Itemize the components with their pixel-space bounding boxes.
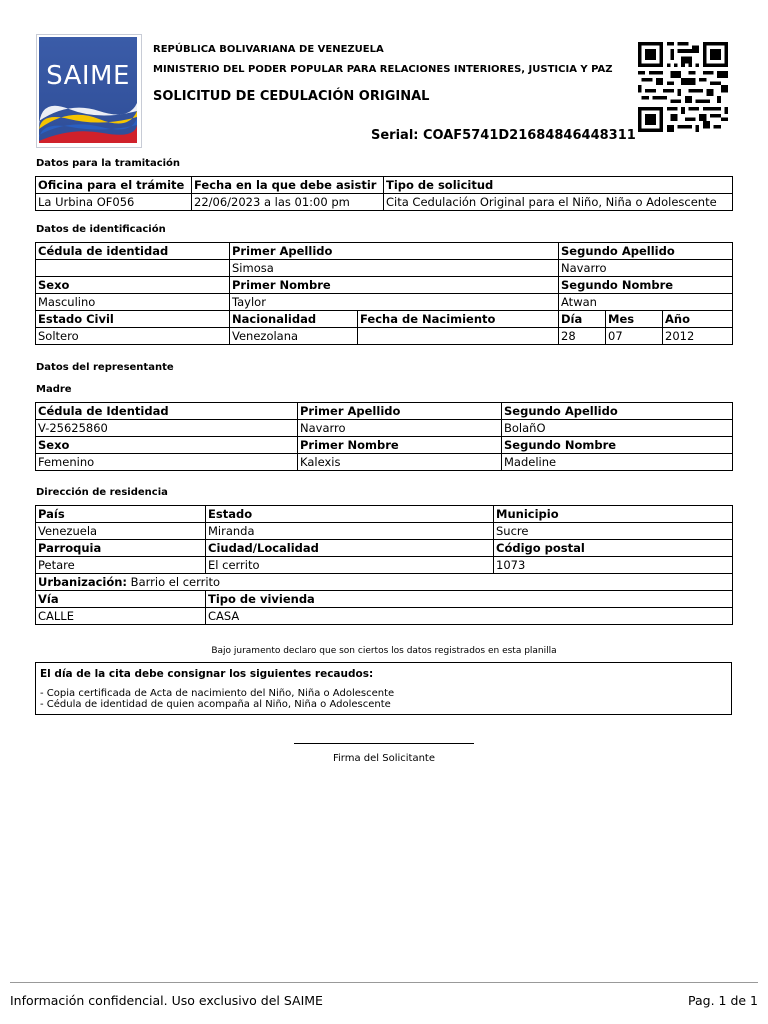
value-mes: 07	[606, 328, 663, 345]
table-row	[36, 540, 733, 557]
venezuela-flag-wave-icon	[39, 37, 137, 143]
header-primer-apellido-madre: Primer Apellido	[298, 403, 502, 420]
section-residencia: Dirección de residencia	[36, 487, 168, 498]
recaudos-item: - Cédula de identidad de quien acompaña al Niño, Niña o Adolescente	[40, 699, 391, 710]
header-codigo-postal: Código postal	[494, 540, 733, 557]
value-nacionalidad: Venezolana	[230, 328, 358, 345]
header-republic: REPÚBLICA BOLIVARIANA DE VENEZUELA	[153, 44, 384, 55]
table-row	[36, 260, 733, 277]
value-primer-apellido: Simosa	[230, 260, 559, 277]
header-tipo-vivienda: Tipo de vivienda	[206, 591, 733, 608]
header-parroquia: Parroquia	[36, 540, 206, 557]
identificacion-table	[35, 242, 733, 345]
value-dia: 28	[559, 328, 606, 345]
section-identificacion: Datos de identificación	[36, 224, 166, 235]
value-primer-nombre-madre: Kalexis	[298, 454, 502, 471]
value-sexo-madre: Femenino	[36, 454, 298, 471]
value-fecha-asistir: 22/06/2023 a las 01:00 pm	[192, 194, 384, 211]
header-pais: País	[36, 506, 206, 523]
header-via: Vía	[36, 591, 206, 608]
header-mes: Mes	[606, 311, 663, 328]
value-oficina: La Urbina OF056	[36, 194, 192, 211]
saime-logo	[36, 34, 142, 148]
value-ciudad: El cerrito	[206, 557, 494, 574]
header-estado-civil: Estado Civil	[36, 311, 230, 328]
oath-statement: Bajo juramento declaro que son ciertos los datos registrados en esta planilla	[211, 646, 557, 656]
header-fecha-nacimiento: Fecha de Nacimiento	[358, 311, 559, 328]
header-sexo-madre: Sexo	[36, 437, 298, 454]
header-ministry: MINISTERIO DEL PODER POPULAR PARA RELACIONES INTERIORES, JUSTICIA Y PAZ	[153, 64, 613, 75]
residencia-table	[35, 505, 733, 625]
value-tipo-vivienda: CASA	[206, 608, 733, 625]
footer-confidential: Información confidencial. Uso exclusivo del SAIME	[10, 993, 323, 1008]
table-row	[36, 277, 733, 294]
value-via: CALLE	[36, 608, 206, 625]
value-municipio: Sucre	[494, 523, 733, 540]
header-fecha-asistir: Fecha en la que debe asistir	[192, 177, 384, 194]
value-estado-civil: Soltero	[36, 328, 230, 345]
logo-background	[39, 37, 137, 143]
qr-code-icon	[636, 42, 730, 132]
table-row	[36, 311, 733, 328]
value-parroquia: Petare	[36, 557, 206, 574]
header-cedula: Cédula de identidad	[36, 243, 230, 260]
table-row	[36, 194, 733, 211]
page-title: SOLICITUD DE CEDULACIÓN ORIGINAL	[153, 89, 430, 104]
table-row	[36, 506, 733, 523]
header-primer-nombre-madre: Primer Nombre	[298, 437, 502, 454]
section-representante: Datos del representante	[36, 362, 174, 373]
value-cedula	[36, 260, 230, 277]
value-primer-nombre: Taylor	[230, 294, 559, 311]
signature-label: Firma del Solicitante	[332, 753, 435, 764]
subsection-madre: Madre	[36, 384, 72, 395]
value-segundo-nombre: Atwan	[559, 294, 733, 311]
table-row	[36, 420, 733, 437]
recaudos-item: - Copia certificada de Acta de nacimiento del Niño, Niña o Adolescente	[40, 688, 395, 699]
table-row	[36, 328, 733, 345]
header-urbanizacion: Urbanización:	[38, 575, 128, 589]
value-segundo-apellido-madre: BolañO	[502, 420, 733, 437]
header-segundo-nombre: Segundo Nombre	[559, 277, 733, 294]
header-tipo-solicitud: Tipo de solicitud	[384, 177, 733, 194]
header-estado: Estado	[206, 506, 494, 523]
tramitacion-table	[35, 176, 733, 211]
value-tipo-solicitud: Cita Cedulación Original para el Niño, Niña o Adolescente	[384, 194, 733, 211]
page-number: Pag. 1 de 1	[688, 993, 758, 1008]
value-segundo-apellido: Navarro	[559, 260, 733, 277]
table-row	[36, 403, 733, 420]
table-row	[36, 294, 733, 311]
value-sexo: Masculino	[36, 294, 230, 311]
header-municipio: Municipio	[494, 506, 733, 523]
header-cedula-madre: Cédula de Identidad	[36, 403, 298, 420]
header-primer-nombre: Primer Nombre	[230, 277, 559, 294]
logo-text: SAIME	[46, 61, 130, 91]
header-sexo: Sexo	[36, 277, 230, 294]
table-row	[36, 437, 733, 454]
header-segundo-nombre-madre: Segundo Nombre	[502, 437, 733, 454]
urbanizacion-cell	[36, 574, 733, 591]
table-row	[36, 557, 733, 574]
table-row	[36, 608, 733, 625]
header-dia: Día	[559, 311, 606, 328]
header-segundo-apellido-madre: Segundo Apellido	[502, 403, 733, 420]
table-row	[36, 177, 733, 194]
footer-divider	[10, 982, 758, 983]
section-tramitacion: Datos para la tramitación	[36, 158, 181, 169]
header-nacionalidad: Nacionalidad	[230, 311, 358, 328]
header-primer-apellido: Primer Apellido	[230, 243, 559, 260]
value-fecha-nacimiento	[358, 328, 559, 345]
signature-line	[294, 743, 474, 744]
header-anio: Año	[663, 311, 733, 328]
value-anio: 2012	[663, 328, 733, 345]
recaudos-box	[35, 662, 732, 715]
serial-number: Serial: COAF5741D21684846448311	[371, 128, 636, 143]
value-estado: Miranda	[206, 523, 494, 540]
header-segundo-apellido: Segundo Apellido	[559, 243, 733, 260]
table-row	[36, 243, 733, 260]
table-row	[36, 454, 733, 471]
table-row	[36, 574, 733, 591]
value-pais: Venezuela	[36, 523, 206, 540]
value-urbanizacion: Barrio el cerrito	[127, 575, 221, 589]
value-codigo-postal: 1073	[494, 557, 733, 574]
value-primer-apellido-madre: Navarro	[298, 420, 502, 437]
header-ciudad: Ciudad/Localidad	[206, 540, 494, 557]
value-cedula-madre: V-25625860	[36, 420, 298, 437]
representante-table	[35, 402, 733, 471]
recaudos-title: El día de la cita debe consignar los siguientes recaudos:	[40, 668, 374, 680]
header-oficina: Oficina para el trámite	[36, 177, 192, 194]
value-segundo-nombre-madre: Madeline	[502, 454, 733, 471]
table-row	[36, 523, 733, 540]
table-row	[36, 591, 733, 608]
